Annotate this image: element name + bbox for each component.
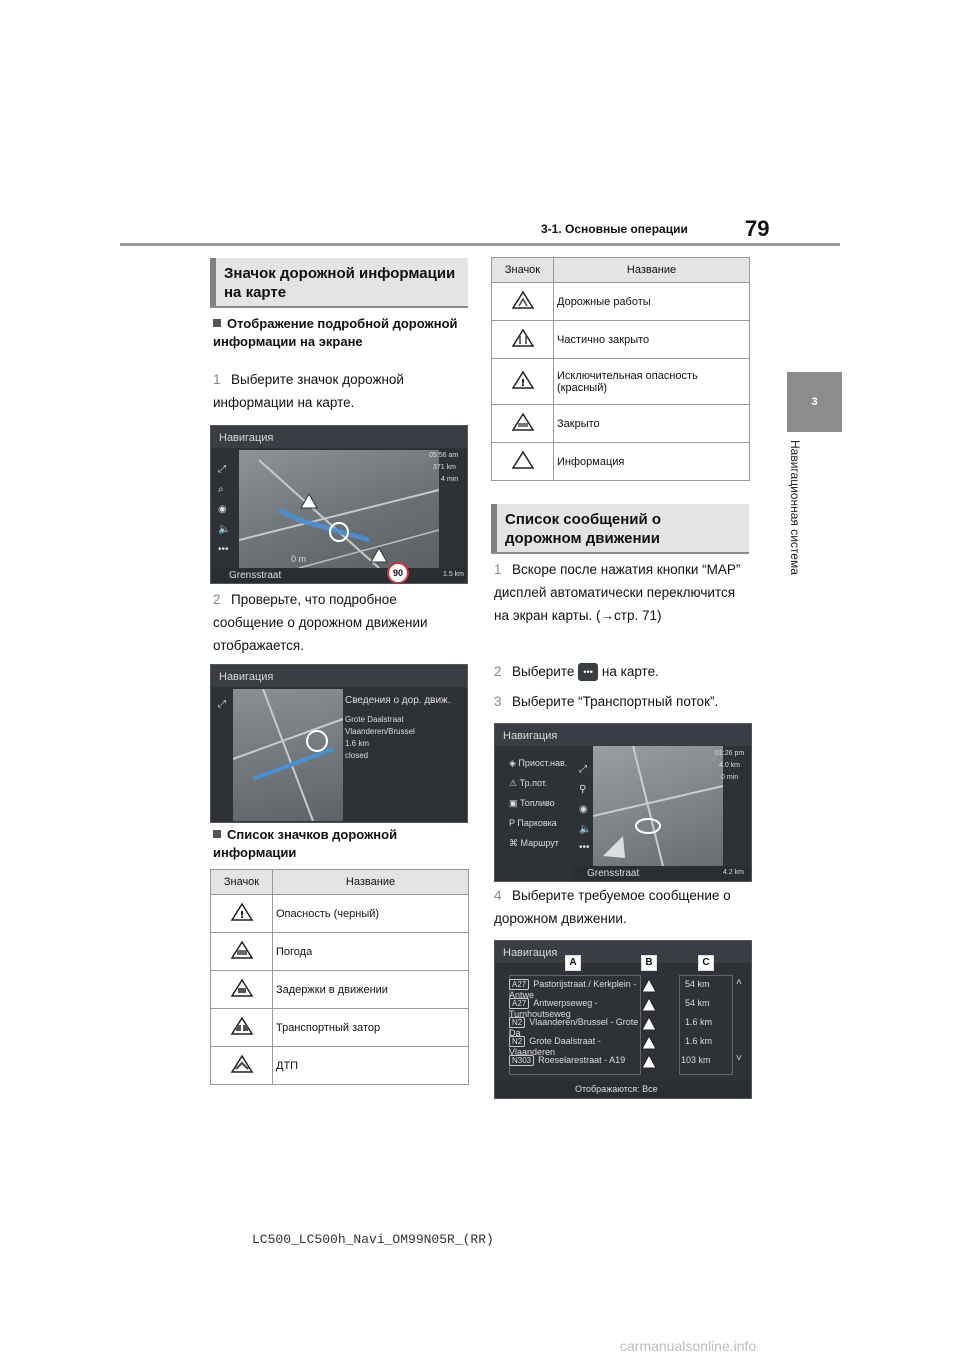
- exceptional-danger-icon: [511, 370, 535, 390]
- chapter-tab[interactable]: 3: [787, 372, 842, 432]
- table-cell-name: Погода: [273, 933, 469, 971]
- distance-value: 54 km: [685, 979, 710, 989]
- road-badge: A27: [509, 979, 529, 990]
- zero-distance: 0 m: [291, 554, 307, 564]
- step-text: Проверьте, что подробное сообщение о дорожном движении отображается.: [213, 592, 428, 653]
- weather-icon: [230, 940, 254, 960]
- table-cell-name: Задержки в движении: [273, 971, 469, 1009]
- menu-label: Маршрут: [520, 838, 559, 848]
- step-number: 3: [494, 694, 502, 709]
- section-title: 3-1. Основные операции: [541, 222, 688, 236]
- road-badge: N303: [509, 1055, 534, 1066]
- message-text: Vlaanderen/Brussel - Grote Da: [509, 1017, 639, 1038]
- bottom-distance: 4.2 km: [723, 869, 745, 876]
- traffic-icon-table-2: [491, 257, 750, 481]
- screen-title: Навигация: [503, 947, 558, 959]
- table-cell-name: Дорожные работы: [554, 283, 750, 321]
- bottom-distance: 1.5 km: [443, 571, 465, 578]
- volume-icon[interactable]: 🔈: [218, 524, 231, 535]
- right-heading-text: Список сообщений о дорожном движении: [505, 511, 662, 547]
- traffic-message-row[interactable]: [509, 998, 649, 1019]
- subhead-icon-list-text: Список значков дорожной информации: [213, 827, 398, 860]
- subhead-icon-list: [213, 826, 463, 862]
- distance: 371 km: [433, 464, 456, 471]
- step-text-2: на карте.: [601, 664, 659, 679]
- subhead-detail: [213, 315, 463, 351]
- distance: 4.0 km: [719, 762, 741, 769]
- route-icon[interactable]: ◉: [218, 504, 227, 515]
- table-cell-icon: [492, 321, 554, 359]
- message-text: Roeselarestraat - A19: [538, 1055, 626, 1065]
- subhead-detail-text: Отображение подробной дорожной информации на экране: [213, 316, 458, 349]
- speed-limit-sign: 90: [387, 562, 409, 584]
- search-icon[interactable]: ⌕: [218, 484, 224, 495]
- closed-icon: [511, 412, 535, 432]
- right-step-2: [494, 660, 750, 683]
- nav-map-screenshot-1[interactable]: [210, 425, 468, 584]
- menu-icon: ◈: [509, 758, 519, 768]
- message-text: Antwerpseweg - Turnhoutseweg: [509, 998, 598, 1019]
- scroll-up-icon[interactable]: ˄: [736, 977, 742, 988]
- detail-line-3: 1.6 km: [345, 739, 370, 748]
- right-step-3: [494, 690, 750, 713]
- menu-label: Парковка: [517, 818, 557, 828]
- traffic-icon-column: [641, 977, 657, 1073]
- label-c: C: [698, 955, 714, 971]
- table-cell-icon: [211, 1047, 273, 1085]
- table-cell-icon: [492, 359, 554, 405]
- message-text: Grote Daalstraat - Vlaanderen: [509, 1036, 601, 1057]
- traffic-delay-icon: [230, 978, 254, 998]
- table-cell-icon: [492, 283, 554, 321]
- nav-menu-screenshot[interactable]: [494, 723, 752, 882]
- distance-value: 54 km: [685, 998, 710, 1008]
- right-step-1: [494, 558, 750, 627]
- svg-text:!: !: [520, 378, 525, 389]
- expand-icon[interactable]: ⤢: [218, 464, 226, 475]
- step-number: 2: [213, 592, 221, 607]
- table-cell-name: Закрыто: [554, 405, 750, 443]
- parking-icon: P: [509, 818, 518, 828]
- route-icon: ⌘: [509, 838, 521, 848]
- distance-value: 1.6 km: [685, 1036, 713, 1046]
- more-icon[interactable]: •••: [579, 842, 590, 853]
- volume-icon[interactable]: 🔈: [579, 824, 592, 835]
- step-text: Выберите значок дорожной информации на карте.: [213, 372, 404, 410]
- table-cell-name: Исключительная опасность (красный): [554, 359, 750, 405]
- col-name: Название: [554, 258, 750, 283]
- warning-icon: ⚠: [509, 778, 520, 788]
- road-badge: N2: [509, 1036, 525, 1047]
- roadworks-icon: [511, 290, 535, 310]
- filter-label: Отображаются: Все: [575, 1084, 658, 1094]
- left-step-2: [213, 588, 468, 657]
- step-number: 2: [494, 664, 502, 679]
- header-rule: [120, 243, 840, 246]
- detail-panel-title: Сведения о дор. движ.: [345, 695, 451, 706]
- map-roads: [233, 689, 343, 821]
- table-cell-name: Информация: [554, 443, 750, 481]
- table-cell-name: Транспортный затор: [273, 1009, 469, 1047]
- detail-line-2: Vlaanderen/Brussel: [345, 727, 415, 736]
- accident-icon: [230, 1054, 254, 1074]
- document-code: LC500_LC500h_Navi_OM99N05R_(RR): [252, 1232, 494, 1247]
- distance-value: 103 km: [681, 1055, 711, 1065]
- road-badge: A27: [509, 998, 529, 1009]
- traffic-icon-table-1: [210, 869, 469, 1085]
- screen-title: Навигация: [503, 730, 558, 742]
- square-bullet-icon: [213, 319, 221, 327]
- road-badge: N2: [509, 1017, 525, 1028]
- traffic-message-row[interactable]: [509, 1017, 649, 1038]
- step-number: 4: [494, 888, 502, 903]
- fuel-icon: ▣: [509, 798, 521, 808]
- expand-icon[interactable]: ⤢: [579, 764, 587, 775]
- watermark: carmanualsonline.info: [620, 1338, 757, 1354]
- warning-black-icon: [230, 902, 254, 922]
- page-number: 79: [745, 216, 770, 241]
- street-name: Grensstraat: [229, 570, 282, 581]
- table-cell-icon: [211, 895, 273, 933]
- info-icon: [511, 450, 535, 470]
- left-heading: [210, 258, 468, 308]
- arrival-time: 01:26 pm: [715, 750, 745, 757]
- right-heading: [491, 504, 749, 554]
- table-cell-name: Опасность (черный): [273, 895, 469, 933]
- col-icon: Значок: [211, 870, 273, 895]
- more-button-icon[interactable]: •••: [578, 663, 598, 681]
- left-heading-text: Значок дорожной информации на карте: [224, 265, 456, 301]
- table-cell-icon: [492, 443, 554, 481]
- table-cell-icon: [492, 405, 554, 443]
- label-b: B: [641, 955, 657, 971]
- step-number: 1: [213, 372, 221, 387]
- menu-label: Приост.нав.: [518, 758, 568, 768]
- col-icon: Значок: [492, 258, 554, 283]
- table-cell-name: ДТП: [273, 1047, 469, 1085]
- expand-icon[interactable]: ⤢: [218, 699, 226, 710]
- map-roads: [593, 746, 723, 866]
- table-cell-icon: [211, 933, 273, 971]
- eta: 0 min: [721, 774, 739, 781]
- route-icon[interactable]: ◉: [579, 804, 588, 815]
- traffic-jam-icon: [230, 1016, 254, 1036]
- menu-label: Топливо: [520, 798, 555, 808]
- message-text: Pastorijstraat / Kerkplein - Antwe: [509, 979, 637, 1000]
- table-cell-icon: [211, 971, 273, 1009]
- more-icon[interactable]: •••: [218, 544, 229, 555]
- table-cell-name: Частично закрыто: [554, 321, 750, 359]
- table-cell-icon: [211, 1009, 273, 1047]
- svg-text:!: !: [239, 910, 244, 921]
- partially-closed-icon: [511, 328, 535, 348]
- eta: 4 min: [441, 476, 459, 483]
- traffic-detail-screenshot[interactable]: [210, 664, 468, 823]
- traffic-list-screenshot[interactable]: [494, 940, 752, 1099]
- left-step-1: [213, 368, 463, 414]
- screen-title: Навигация: [219, 432, 274, 444]
- label-a: A: [565, 955, 581, 971]
- step-text: Выберите: [512, 664, 575, 679]
- step-text: Вскоре после нажатия кнопки “MAP” дисплей автоматически переключится на экран карты. (→стр. 71): [494, 562, 741, 623]
- right-step-4: [494, 884, 750, 930]
- traffic-message-row[interactable]: [509, 1036, 649, 1057]
- square-bullet-icon: [213, 830, 221, 838]
- detail-line-4: closed: [345, 751, 369, 760]
- street-name: Grensstraat: [587, 868, 640, 879]
- screen-title: Навигация: [219, 671, 274, 683]
- map-roads: [239, 450, 439, 568]
- chapter-title: Навигационная система: [788, 440, 802, 575]
- col-name: Название: [273, 870, 469, 895]
- scroll-down-icon[interactable]: ˅: [736, 1053, 742, 1064]
- step-number: 1: [494, 562, 502, 577]
- pin-icon[interactable]: ⚲: [579, 784, 587, 795]
- arrival-time: 05:56 am: [429, 452, 459, 459]
- distance-value: 1.6 km: [685, 1017, 713, 1027]
- traffic-message-row[interactable]: [509, 1055, 649, 1071]
- detail-line-1: Grote Daalstraat: [345, 715, 404, 724]
- step-text: Выберите “Транспортный поток”.: [512, 694, 719, 709]
- menu-label: Тр.пот.: [519, 778, 548, 788]
- step-text: Выберите требуемое сообщение о дорожном движении.: [494, 888, 731, 926]
- traffic-message-row[interactable]: [509, 979, 649, 1000]
